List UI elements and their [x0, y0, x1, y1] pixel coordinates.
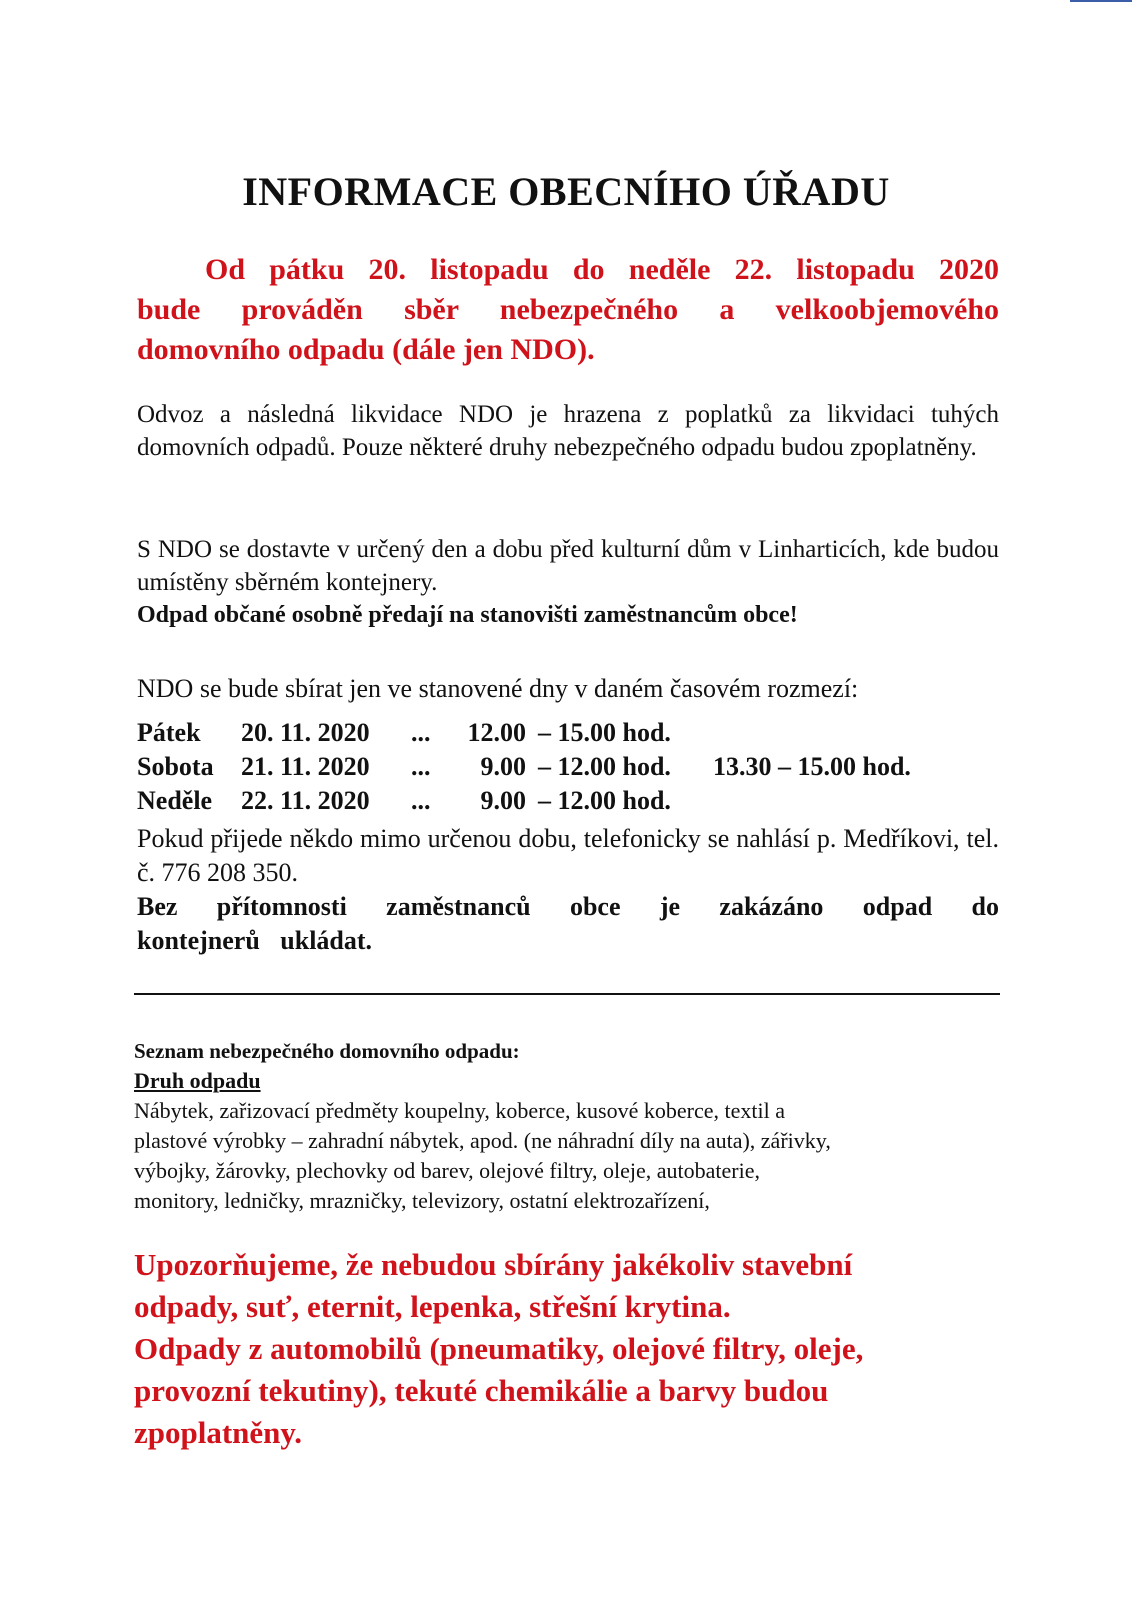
schedule-intro	[137, 672, 999, 705]
schedule-from: 9.00	[480, 752, 526, 781]
schedule-to: – 12.00 hod.	[538, 752, 671, 781]
list-line-2: plastové výrobky – zahradní nábytek, apod. (ne náhradní díly na auta), zářivky,	[134, 1128, 831, 1153]
schedule-day: Pátek	[137, 718, 201, 747]
section-divider	[134, 993, 1000, 995]
schedule-from: 9.00	[480, 786, 526, 815]
schedule-date: 22. 11. 2020	[241, 786, 370, 815]
location-bold-note: Odpad občané osobně předají na stanovišti zaměstnancům obce!	[137, 602, 798, 628]
notice-line-5: zpoplatněny.	[134, 1415, 302, 1450]
schedule-dots: ...	[411, 786, 431, 815]
schedule-dots: ...	[411, 752, 431, 781]
scan-edge-mark	[1070, 0, 1132, 2]
contact-text: Pokud přijede někdo mimo určenou dobu, telefonicky se nahlásí p. Medříkovi, tel. č. 776 208 350.	[137, 824, 999, 887]
list-subheading: Druh odpadu	[134, 1068, 261, 1093]
notice-line-1: Upozorňujeme, že nebudou sbírány jakékoliv stavební	[134, 1247, 853, 1282]
location-text: S NDO se dostavte v určený den a dobu před kulturní dům v Linharticích, kde budou umístěny sběrném kontejnery.	[137, 536, 999, 596]
schedule-dots: ...	[411, 718, 431, 747]
schedule-intro-text: NDO se bude sbírat jen ve stanovené dny v daném časovém rozmezí:	[137, 674, 859, 703]
notice-line-2: odpady, suť, eternit, lepenka, střešní krytina.	[134, 1289, 731, 1324]
schedule-day: Sobota	[137, 752, 214, 781]
payment-text: Odvoz a následná likvidace NDO je hrazena z poplatků za likvidaci tuhých domovních odpadů. Pouze některé druhy nebezpečného odpadu budou zpoplatněny.	[137, 401, 999, 461]
notice-line-4: provozní tekutiny), tekuté chemikálie a barvy budou	[134, 1373, 829, 1408]
schedule-day: Neděle	[137, 786, 213, 815]
presence-warning: Bez přítomnosti zaměstnanců obce je zakázáno odpad do kontejnerů ukládat.	[137, 892, 999, 955]
final-notice	[134, 1244, 1000, 1454]
list-heading: Seznam nebezpečného domovního odpadu:	[134, 1039, 520, 1063]
payment-paragraph	[137, 398, 999, 464]
list-line-4: monitory, ledničky, mrazničky, televizory, ostatní elektrozařízení,	[134, 1188, 710, 1213]
waste-list	[134, 1036, 1000, 1216]
page-title: INFORMACE OBECNÍHO ÚŘADU	[242, 169, 890, 214]
schedule-row	[137, 716, 911, 750]
list-line-1: Nábytek, zařizovací předměty koupelny, koberce, kusové koberce, textil a	[134, 1098, 785, 1123]
schedule-to: – 15.00 hod.	[538, 718, 671, 747]
schedule-row	[137, 750, 911, 784]
schedule-row	[137, 784, 911, 818]
schedule-extra: 13.30 – 15.00 hod.	[713, 752, 911, 781]
schedule-date: 20. 11. 2020	[241, 718, 370, 747]
location-paragraph	[137, 533, 999, 632]
intro-line-3: domovního odpadu (dále jen NDO).	[137, 333, 595, 366]
schedule-date: 21. 11. 2020	[241, 752, 370, 781]
schedule-to: – 12.00 hod.	[538, 786, 671, 815]
schedule-from: 12.00	[467, 718, 526, 747]
intro-line-2: bude prováděn sběr nebezpečného a velkoobjemového	[137, 293, 999, 326]
intro-line-1: Od pátku 20. listopadu do neděle 22. listopadu 2020	[205, 253, 999, 286]
intro-announcement	[137, 250, 999, 370]
list-line-3: výbojky, žárovky, plechovky od barev, olejové filtry, oleje, autobaterie,	[134, 1158, 760, 1183]
schedule-table	[137, 716, 911, 818]
contact-paragraph	[137, 822, 999, 958]
notice-line-3: Odpady z automobilů (pneumatiky, olejové filtry, oleje,	[134, 1331, 864, 1366]
